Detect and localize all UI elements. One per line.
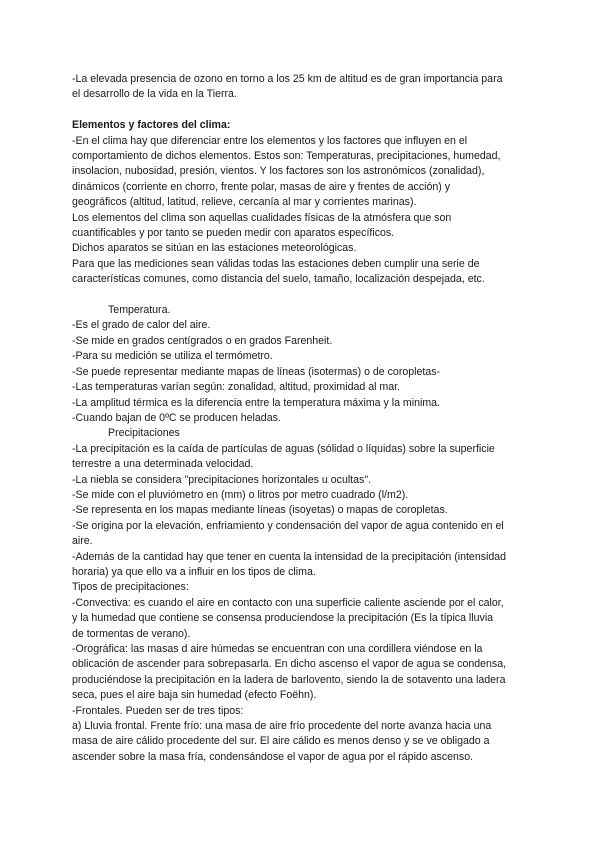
text-line: -Cuando bajan de 0ºC se producen heladas. [72,411,281,424]
text-line: -Las temperaturas varían según: zonalidad, altitud, proximidad al mar. [72,381,400,394]
text-line: -Se mide con el pluviómetro en (mm) o litros por metro cuadrado (l/m2). [72,488,409,501]
text-line: horaria) ya que ello va a influir en los tipos de clima. [72,565,316,578]
section-title: Elementos y factores del clima: [72,119,231,132]
text-line: Los elementos del clima son aquellas cualidades físicas de la atmósfera que son [72,211,452,224]
text-line: a) Lluvia frontal. Frente frío: una masa de aire frío procedente del norte avanza hacia una [72,720,492,733]
text-line: -Se origina por la elevación, enfriamiento y condensación del vapor de agua contenido en el [72,519,504,532]
text-line: aire. [72,535,93,548]
section-body [72,134,532,288]
text-line: Dichos aparatos se sitúan en las estaciones meteorológicas. [72,242,357,255]
text-line: -La amplitud térmica es la diferencia entre la temperatura máxima y la minima. [72,396,440,409]
text-line: -Además de la cantidad hay que tener en cuenta la intensidad de la precipitación (intensidad [72,550,507,563]
text-line: -Se representa en los mapas mediante líneas (isoyetas) o mapas de coropletas. [72,504,448,517]
text-line: características comunes, como distancia del suelo, tamaño, localización despejada, etc. [72,273,485,286]
temperature-list [72,318,532,426]
text-line: Tipos de precipitaciones: [72,581,189,594]
text-line: -Convectiva: es cuando el aire en contacto con una superficie caliente asciende por el calor, [72,596,504,609]
precipitation-heading: Precipitaciones [108,427,180,440]
text-line: -Orográfica: las masas d aire húmedas se encuentran con una cordillera viéndose en la [72,643,483,655]
text-line: y la humedad que contiene se consensa produciendose la precipitación (Es la típica lluvia [72,612,494,625]
text-line: Para que las mediciones sean válidas todas las estaciones deben cumplir una serie de [72,257,480,270]
paragraph-gap [72,288,532,303]
text-line: -La elevada presencia de ozono en torno a los 25 km de altitud es de gran importancia para [72,73,503,85]
text-line: cuantificables y por tanto se pueden medir con aparatos específicos. [72,227,395,240]
text-line: seca, pues el aire baja sin humedad (efecto Foëhn). [72,689,317,702]
intro-paragraph [72,72,532,103]
text-line: terrestre a una determinada velocidad. [72,458,254,471]
text-line: dinámicos (corriente en chorro, frente polar, masas de aire y frentes de acción) y [72,180,451,193]
precipitation-list [72,442,532,766]
paragraph-gap [72,103,532,118]
text-line: masa de aire cálido procedente del sur. El aire cálido es menos denso y se ve obligado a [72,735,490,748]
text-line: -Se puede representar mediante mapas de líneas (isotermas) o de coropletas- [72,365,441,378]
text-line: de tormentas de verano). [72,627,191,640]
text-line: oblicación de ascender para sobrepasarla. En dicho ascenso el vapor de agua se condensa, [72,658,507,671]
temperature-heading: Temperatura. [108,304,171,317]
text-line: comportamiento de dichos elementos. Estos son: Temperaturas, precipitaciones, humedad, [72,150,501,163]
text-line: geográficos (altitud, latitud, relieve, cercanía al mar y corrientes marinas). [72,196,417,209]
text-line: el desarrollo de la vida en la Tierra. [72,88,237,101]
text-line: -Es el grado de calor del aire. [72,319,211,332]
page-content [72,72,532,765]
text-line: -Se mide en grados centígrados o en grados Farenheit. [72,334,333,347]
text-line: ascender sobre la masa fría, condensándose el vapor de agua por el rápido ascenso. [72,750,474,763]
text-line: -Frontales. Pueden ser de tres tipos: [72,704,244,717]
text-line: insolacion, nubosidad, presión, vientos. Y los factores son los astronómicos (zonalidad), [72,165,485,178]
text-line: produciéndose la precipitación en la ladera de barlovento, siendo la de sotavento una ladera [72,673,506,686]
text-line: -La precipitación es la caída de partículas de aguas (sólidad o líquidas) sobre la superficie [72,442,495,455]
text-line: -En el clima hay que diferenciar entre los elementos y los factores que influyen en el [72,134,468,147]
text-line: -La niebla se considera "precipitaciones horizontales u ocultas". [72,473,372,486]
text-line: -Para su medición se utiliza el termómetro. [72,350,273,363]
